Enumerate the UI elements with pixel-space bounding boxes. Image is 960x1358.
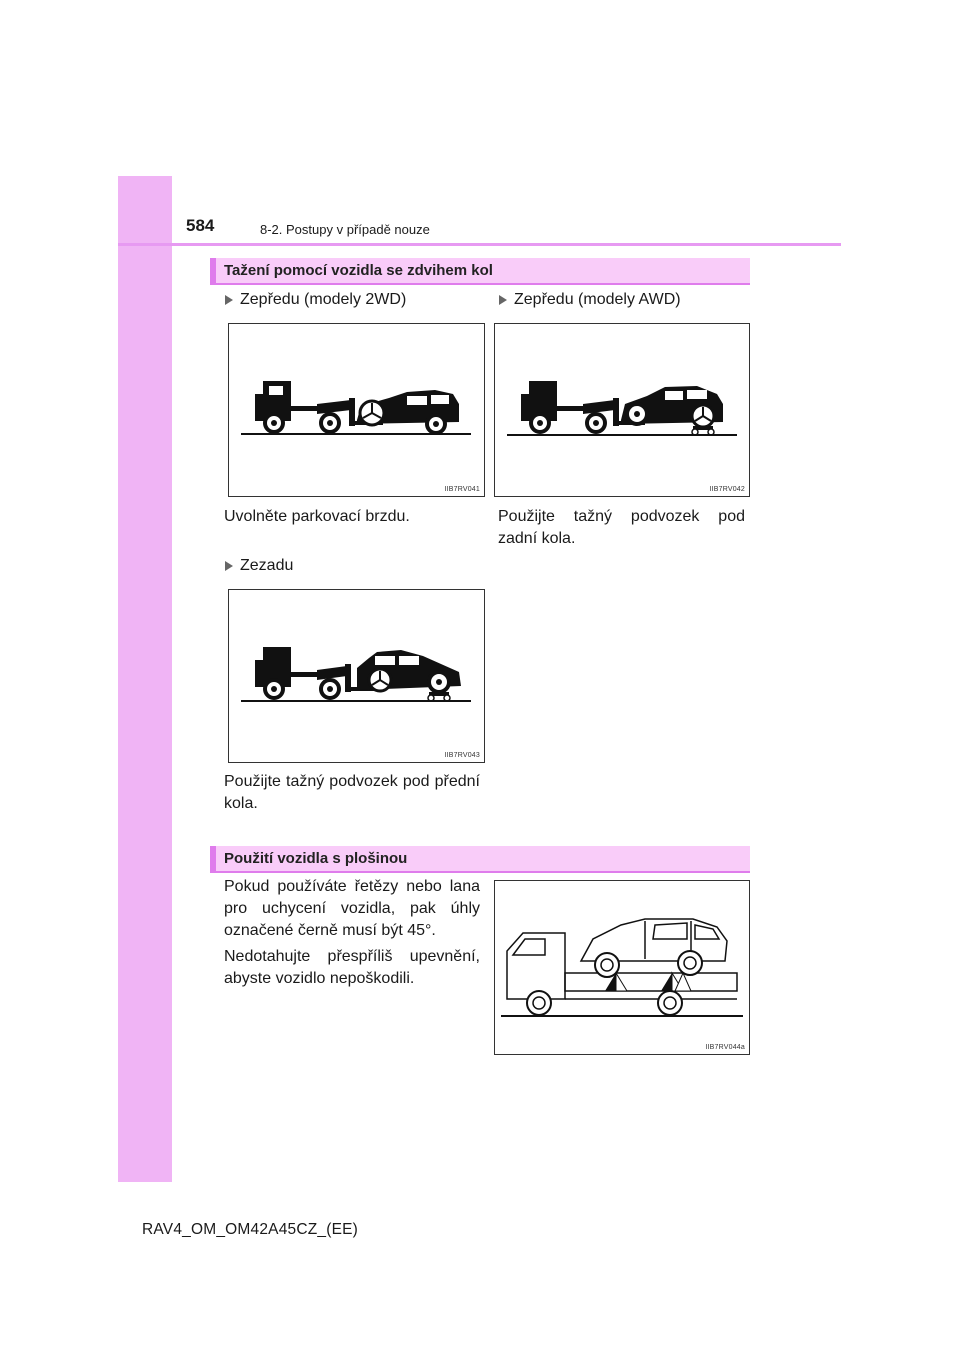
figure-code: IIB7RV043 [444,752,480,759]
section-heading-wheel-lift: Tažení pomocí vozidla se zdvihem kol [210,258,750,285]
figure-tow-front-awd [494,323,750,497]
instruction-rear: Použijte tažný podvozek pod přední kola. [224,773,480,812]
subheading-label: Zezadu [240,557,294,574]
paragraph-chains-angle: Pokud používáte řetězy nebo lana pro uchycení vozidla, pak úhly označené černě musí být 45°. [224,878,480,939]
subheading-label: Zepředu (modely 2WD) [240,291,407,308]
subheading-label: Zepředu (modely AWD) [514,291,681,308]
subheading-front-2wd [225,291,406,309]
instruction-front-awd: Použijte tažný podvozek pod zadní kola. [498,508,745,547]
figure-code: IIB7RV041 [444,486,480,493]
subheading-rear [225,557,293,575]
flatbed-truck-illustration [495,881,751,1056]
subheading-front-awd [499,291,681,309]
section-title: 8-2. Postupy v případě nouze [260,222,430,237]
triangle-bullet-icon [499,295,507,305]
paragraph-do-not-overtighten: Nedotahujte přespříliš upevnění, abyste vozidlo nepoškodili. [224,948,480,987]
page-number: 584 [186,216,215,235]
section-heading-flatbed: Použití vozidla s plošinou [210,846,750,873]
footer-model-code: RAV4_OM_OM42A45CZ_(EE) [142,1221,359,1238]
tow-truck-illustration [229,590,486,764]
figure-code: IIB7RV042 [709,486,745,493]
triangle-bullet-icon [225,295,233,305]
header-rule [118,243,841,246]
instruction-front-2wd: Uvolněte parkovací brzdu. [224,508,410,525]
figure-tow-front-2wd [228,323,485,497]
triangle-bullet-icon [225,561,233,571]
figure-flatbed-truck [494,880,750,1055]
tow-truck-illustration [229,324,486,498]
figure-tow-rear [228,589,485,763]
chapter-side-band [118,176,172,1182]
figure-code: IIB7RV044a [705,1044,745,1051]
tow-truck-illustration [495,324,751,498]
